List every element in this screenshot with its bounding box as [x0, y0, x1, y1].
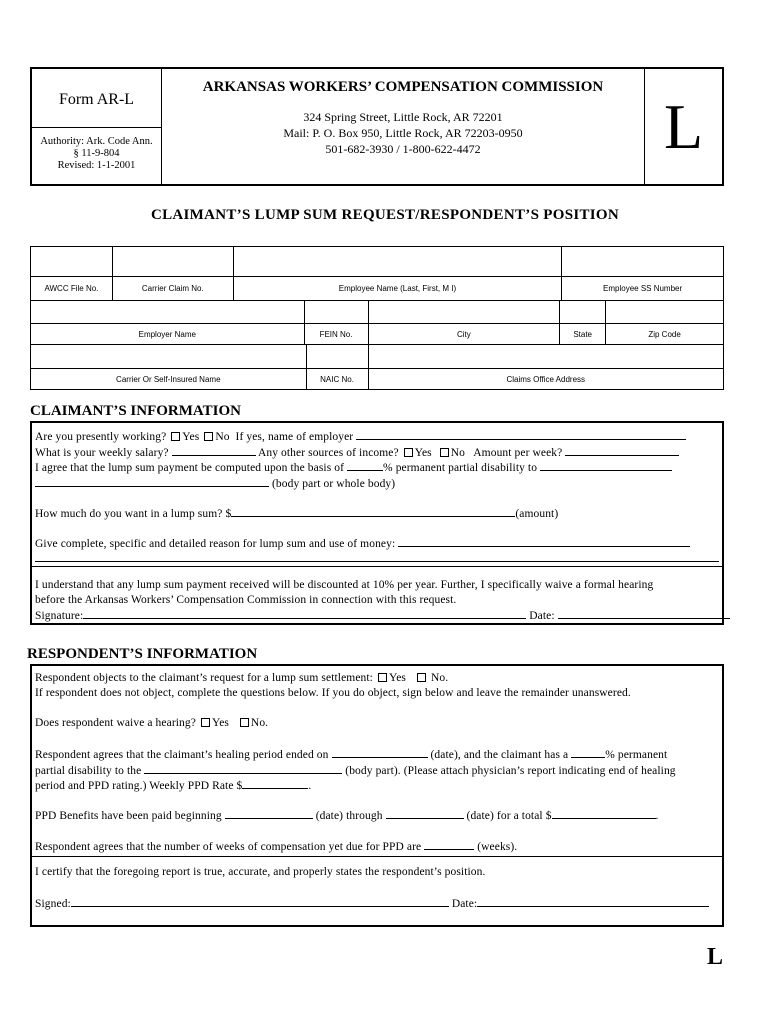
ppd-to-input[interactable]: [540, 460, 672, 471]
ppd-percent-input[interactable]: [347, 460, 383, 471]
footer-form-letter: L: [706, 944, 723, 970]
ppd-total-input[interactable]: [552, 808, 656, 819]
state-field[interactable]: [560, 301, 606, 324]
respondent-signature-input[interactable]: [71, 896, 449, 907]
reason-input-line-2[interactable]: [35, 561, 719, 562]
weeks-due-input[interactable]: [424, 839, 474, 850]
working-row: Are you presently working? Yes No If yes, name of employer: [35, 429, 686, 446]
carrier-claim-no-label: Carrier Claim No.: [112, 277, 233, 301]
ppd-begin-date-input[interactable]: [225, 808, 313, 819]
divider: [30, 856, 724, 857]
authority-line: Revised: 1-1-2001: [57, 160, 136, 171]
authority-line: § 11-9-804: [73, 148, 120, 159]
waive-no-checkbox[interactable]: [240, 718, 249, 727]
understand-line-1: I understand that any lump sum payment received will be discounted at 10% per year. Further, I specifically waive a formal hearing: [35, 579, 654, 591]
objects-yes-checkbox[interactable]: [378, 673, 387, 682]
divider: [30, 566, 724, 567]
reason-input[interactable]: [398, 536, 690, 547]
body-part-input[interactable]: [35, 476, 269, 487]
claims-office-field[interactable]: [368, 345, 723, 369]
authority-box: [32, 127, 161, 184]
healing-row-2: partial disability to the (body part). (Please attach physician’s report indicating end of healing: [35, 765, 676, 777]
awcc-file-no-label: AWCC File No.: [31, 277, 113, 301]
zip-label: Zip Code: [606, 324, 724, 345]
employee-ss-label: Employee SS Number: [562, 277, 724, 301]
case-info-grid-2: [30, 300, 724, 345]
objects-row: Respondent objects to the claimant’s request for a lump sum settlement: Yes No.: [35, 672, 449, 684]
objects-no-checkbox[interactable]: [417, 673, 426, 682]
employee-name-label: Employee Name (Last, First, M I): [233, 277, 561, 301]
address-line: 501-682-3930 / 1-800-622-4472: [325, 142, 481, 156]
claimant-date-input[interactable]: [558, 608, 730, 619]
form-header: [30, 67, 724, 186]
address-line: Mail: P. O. Box 950, Little Rock, AR 72203-0950: [283, 126, 523, 140]
employer-name-input[interactable]: [356, 429, 686, 440]
income-no-checkbox[interactable]: [440, 448, 449, 457]
respondent-box: [30, 664, 724, 927]
lump-sum-row: How much do you want in a lump sum? $ (amount): [35, 508, 559, 520]
claims-office-label: Claims Office Address: [368, 369, 723, 390]
disability-body-part-input[interactable]: [144, 763, 342, 774]
carrier-name-field[interactable]: [31, 345, 307, 369]
claimant-signature-row: Signature: Date:: [35, 608, 730, 625]
salary-row: What is your weekly salary? Any other sources of income? Yes No Amount per week?: [35, 445, 679, 462]
naic-label: NAIC No.: [306, 369, 368, 390]
fein-field[interactable]: [304, 301, 368, 324]
org-panel: [162, 69, 644, 184]
form-letter: L: [644, 69, 722, 184]
case-info-grid-3: [30, 344, 724, 390]
form-title: CLAIMANT’S LUMP SUM REQUEST/RESPONDENT’S POSITION: [150, 207, 620, 223]
employee-ss-field[interactable]: [562, 247, 724, 277]
respondent-heading: RESPONDENT’S INFORMATION: [27, 646, 258, 662]
carrier-name-label: Carrier Or Self-Insured Name: [31, 369, 307, 390]
form-label: Form AR-L: [58, 91, 135, 108]
working-no-checkbox[interactable]: [204, 432, 213, 441]
healing-row-1: Respondent agrees that the claimant’s healing period ended on (date), and the claimant has a % permanent: [35, 749, 668, 761]
employer-name-field[interactable]: [31, 301, 305, 324]
employer-name-label: Employer Name: [31, 324, 305, 345]
weekly-ppd-rate-input[interactable]: [242, 778, 308, 789]
respondent-date-input[interactable]: [477, 896, 709, 907]
awcc-file-no-field[interactable]: [31, 247, 113, 277]
amount-per-week-input[interactable]: [565, 445, 679, 456]
weeks-due-row: Respondent agrees that the number of weeks of compensation yet due for PPD are (weeks).: [35, 841, 518, 853]
waive-row: Does respondent waive a hearing? Yes No.: [35, 717, 269, 729]
form-id-panel: [32, 69, 162, 184]
carrier-claim-no-field[interactable]: [112, 247, 233, 277]
authority-line: Authority: Ark. Code Ann.: [40, 136, 153, 147]
understand-line-2: before the Arkansas Workers’ Compensation Commission in connection with this request.: [35, 594, 457, 606]
basis-row: I agree that the lump sum payment be computed upon the basis of % permanent partial disability to: [35, 460, 672, 477]
org-name: ARKANSAS WORKERS’ COMPENSATION COMMISSION: [202, 79, 604, 95]
healing-end-date-input[interactable]: [332, 747, 428, 758]
income-yes-checkbox[interactable]: [404, 448, 413, 457]
fein-label: FEIN No.: [304, 324, 368, 345]
claimant-heading: CLAIMANT’S INFORMATION: [30, 403, 241, 419]
city-field[interactable]: [368, 301, 560, 324]
reason-row: Give complete, specific and detailed reason for lump sum and use of money:: [35, 536, 690, 553]
state-label: State: [560, 324, 606, 345]
lump-sum-amount-input[interactable]: [231, 506, 515, 517]
body-part-row: (body part or whole body): [35, 476, 395, 493]
ppd-percent-respondent-input[interactable]: [571, 747, 605, 758]
working-yes-checkbox[interactable]: [171, 432, 180, 441]
certify-text: I certify that the foregoing report is true, accurate, and properly states the respondent’s position.: [35, 866, 486, 878]
zip-field[interactable]: [606, 301, 724, 324]
naic-field[interactable]: [306, 345, 368, 369]
ppd-paid-row: PPD Benefits have been paid beginning (date) through (date) for a total $ .: [35, 810, 659, 822]
case-info-grid-1: [30, 246, 724, 301]
if-not-object-text: If respondent does not object, complete the questions below. If you do object, sign below and leave the remainder unanswered.: [35, 687, 631, 699]
employee-name-field[interactable]: [233, 247, 561, 277]
waive-yes-checkbox[interactable]: [201, 718, 210, 727]
healing-row-3: period and PPD rating.) Weekly PPD Rate $ .: [35, 780, 312, 792]
ppd-through-date-input[interactable]: [386, 808, 464, 819]
claimant-signature-input[interactable]: [83, 608, 526, 619]
respondent-signature-row: Signed: Date:: [35, 896, 709, 913]
weekly-salary-input[interactable]: [172, 445, 256, 456]
city-label: City: [368, 324, 560, 345]
address-line: 324 Spring Street, Little Rock, AR 72201: [303, 110, 503, 124]
org-address: [162, 109, 644, 157]
